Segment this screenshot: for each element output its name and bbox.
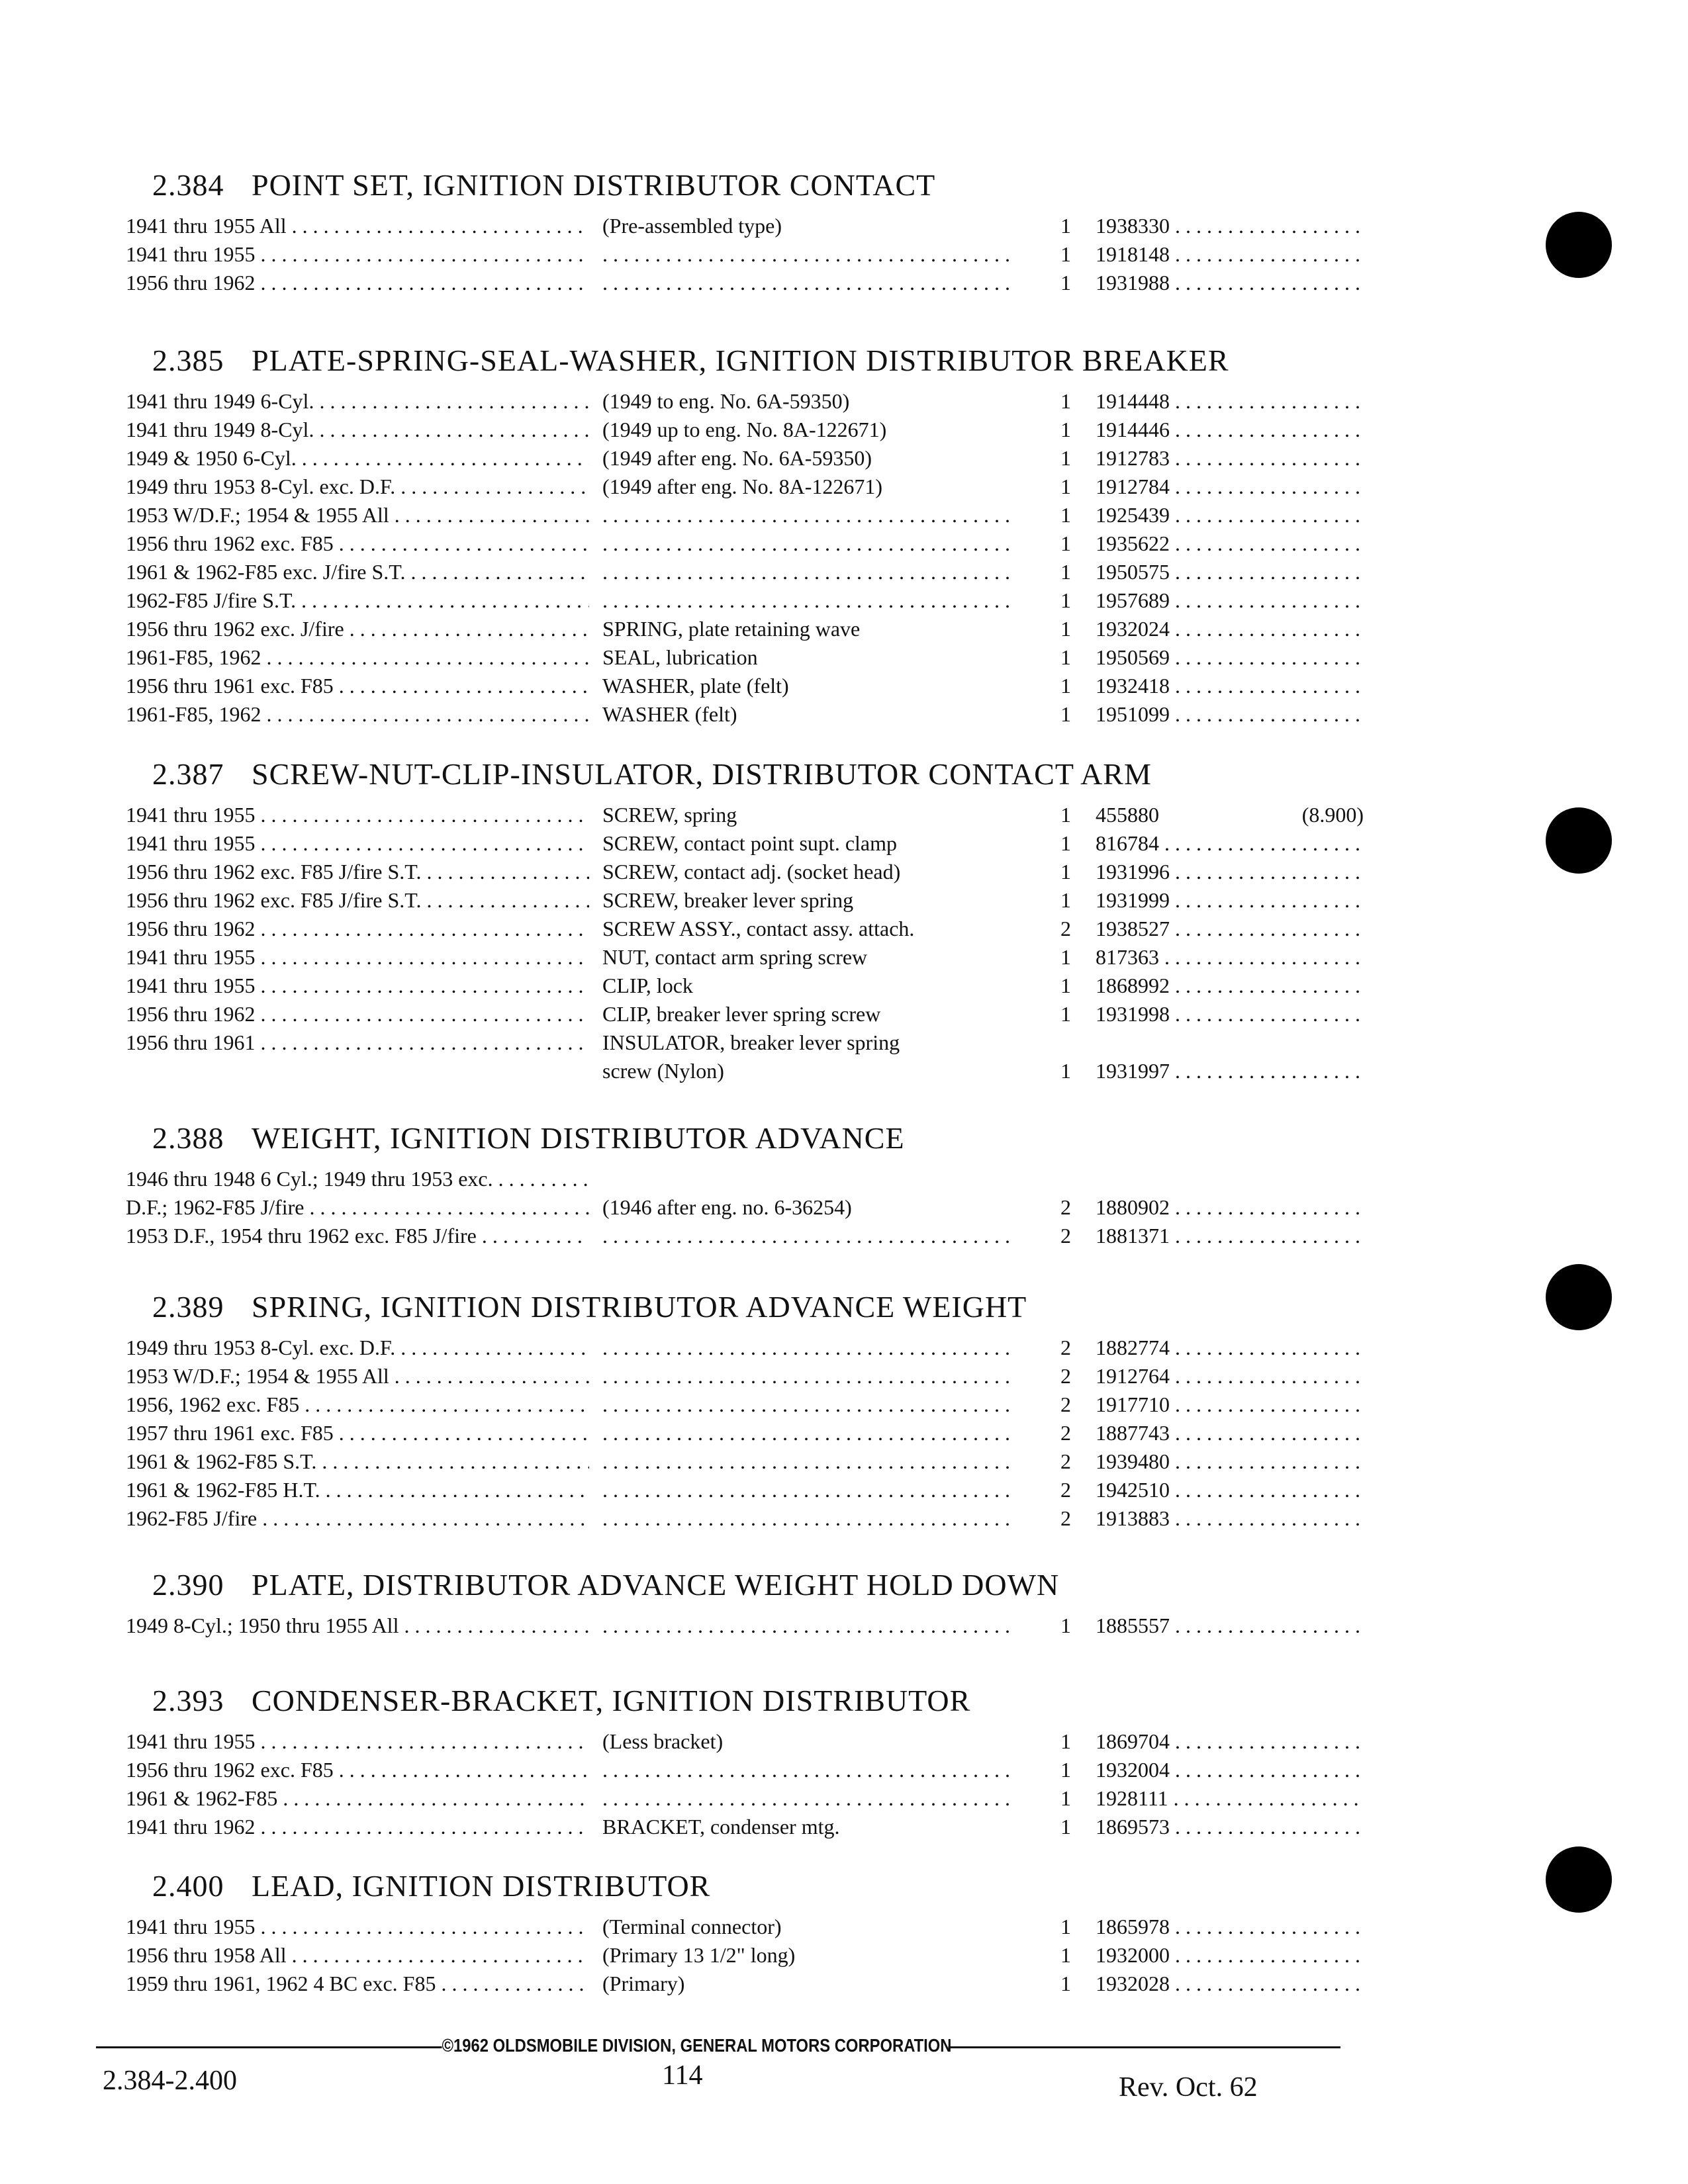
part-number-cell: 1938527 . . . [1096, 915, 1360, 943]
description-cell [602, 1419, 1013, 1447]
description-cell: (Less bracket) [602, 1729, 724, 1753]
quantity-cell: 1 [1060, 1059, 1071, 1083]
description-cell: (1949 after eng. No. 8A-122671) [602, 475, 882, 498]
part-number-cell: 1914448 . . . [1096, 387, 1360, 416]
quantity-cell: 1 [1060, 446, 1071, 470]
description-cell [602, 1784, 1013, 1813]
application-cell: 1949 & 1950 6-Cyl. . . . [126, 444, 589, 473]
description-cell [602, 1504, 1013, 1533]
section-number: 2.390 [152, 1568, 224, 1602]
parts-row [99, 586, 1357, 615]
footer-section-range: 2.384-2.400 [103, 2066, 237, 2096]
application-cell: 1941 thru 1955 . . . [126, 801, 589, 829]
quantity-cell: 2 [1060, 1195, 1071, 1219]
section-heading [99, 1565, 1357, 1605]
parts-row [99, 1419, 1357, 1447]
section-heading [99, 341, 1357, 381]
application-cell: 1949 thru 1953 8-Cyl. exc. D.F. . . . [126, 473, 589, 501]
quantity-cell: 2 [1060, 1336, 1071, 1359]
binder-hole-4 [1546, 1846, 1612, 1913]
description-cell: (1949 after eng. No. 6A-59350) [602, 446, 872, 470]
footer-revision: Rev. Oct. 62 [1119, 2072, 1258, 2103]
part-number-cell: 1931996 . . . [1096, 858, 1360, 886]
parts-row [99, 886, 1357, 915]
section-heading [99, 1287, 1357, 1327]
quantity-cell: 1 [1060, 503, 1071, 527]
binder-hole-3 [1546, 1264, 1612, 1330]
part-number-cell: 1932028 . . . [1096, 1970, 1360, 1998]
application-cell: 1962-F85 J/fire S.T. . . . [126, 586, 589, 615]
parts-row [99, 501, 1357, 529]
description-cell [602, 586, 1013, 615]
application-cell: 1941 thru 1955 . . . [126, 829, 589, 858]
application-cell: 1957 thru 1961 exc. F85 . . . [126, 1419, 589, 1447]
parts-row [99, 1390, 1357, 1419]
section-title: WEIGHT, IGNITION DISTRIBUTOR ADVANCE [252, 1121, 905, 1155]
application-cell: 1956 thru 1961 . . . [126, 1028, 589, 1057]
quantity-cell: 1 [1060, 389, 1071, 413]
application-cell: 1941 thru 1955 . . . [126, 972, 589, 1000]
part-number-cell: 1931999 . . . [1096, 886, 1360, 915]
parts-row [99, 1612, 1357, 1640]
application-cell: 1961 & 1962-F85 S.T. . . . [126, 1447, 589, 1476]
description-cell: (Pre-assembled type) [602, 214, 782, 238]
parts-row [99, 829, 1357, 858]
parts-row [99, 1000, 1357, 1028]
quantity-cell: 1 [1060, 974, 1071, 997]
part-number-cell: 1885557 . . . [1096, 1612, 1360, 1640]
section-number: 2.400 [152, 1869, 224, 1903]
part-number-cell: 817363 . . . [1096, 943, 1360, 972]
application-cell: 1962-F85 J/fire . . . [126, 1504, 589, 1533]
part-number-cell: 1939480 . . . [1096, 1447, 1360, 1476]
section-2-389 [99, 1287, 1357, 1533]
part-number-cell: 1865978 . . . [1096, 1913, 1360, 1941]
footer-copyright: ©1962 OLDSMOBILE DIVISION, GENERAL MOTORS CORPORATION [442, 2035, 952, 2056]
application-cell: 1961 & 1962-F85 . . . [126, 1784, 589, 1813]
parts-row [99, 1970, 1357, 1998]
part-number-cell: 1935622 . . . [1096, 529, 1360, 558]
application-cell: 1956, 1962 exc. F85 . . . [126, 1390, 589, 1419]
quantity-cell: 1 [1060, 1614, 1071, 1637]
parts-row [99, 240, 1357, 269]
part-number-cell: 1938330 . . . [1096, 212, 1360, 240]
description-cell [602, 558, 1013, 586]
description-cell: SCREW, contact adj. (socket head) [602, 860, 901, 884]
binder-hole-2 [1546, 807, 1612, 874]
description-cell [602, 1390, 1013, 1419]
part-number-cell: 1957689 . . . [1096, 586, 1360, 615]
quantity-cell: 1 [1060, 588, 1071, 612]
description-cell [602, 1612, 1013, 1640]
application-cell: 1961-F85, 1962 . . . [126, 700, 589, 729]
part-number-cell: 1932000 . . . [1096, 1941, 1360, 1970]
part-number-cell: 1869704 . . . [1096, 1727, 1360, 1756]
application-cell: 1941 thru 1955 . . . [126, 943, 589, 972]
section-heading [99, 754, 1357, 794]
parts-row [99, 1813, 1357, 1841]
footer-page-number: 114 [662, 2060, 703, 2091]
description-cell: SPRING, plate retaining wave [602, 617, 861, 641]
description-cell: BRACKET, condenser mtg. [602, 1815, 840, 1839]
part-number-cell: 1880902 . . . [1096, 1193, 1360, 1222]
part-number-cell: 816784 . . . [1096, 829, 1360, 858]
description-cell: WASHER (felt) [602, 702, 737, 726]
quantity-cell: 1 [1060, 888, 1071, 912]
quantity-cell: 2 [1060, 1449, 1071, 1473]
part-number-cell: 1950569 . . . [1096, 643, 1360, 672]
application-cell: 1949 thru 1953 8-Cyl. exc. D.F. . . . [126, 1334, 589, 1362]
parts-row [99, 615, 1357, 643]
application-cell: 1941 thru 1955 . . . [126, 1913, 589, 1941]
section-number: 2.385 [152, 343, 224, 377]
parts-row [99, 558, 1357, 586]
section-title: PLATE-SPRING-SEAL-WASHER, IGNITION DISTRIBUTOR BREAKER [252, 343, 1229, 377]
part-number-cell: 1932024 . . . [1096, 615, 1360, 643]
quantity-cell: 2 [1060, 1224, 1071, 1248]
description-cell: (Primary 13 1/2" long) [602, 1943, 796, 1967]
quantity-cell: 1 [1060, 617, 1071, 641]
application-cell: 1956 thru 1962 exc. F85 J/fire S.T. . . . [126, 858, 589, 886]
application-cell: 1941 thru 1955 . . . [126, 240, 589, 269]
quantity-cell: 1 [1060, 1915, 1071, 1938]
section-title: PLATE, DISTRIBUTOR ADVANCE WEIGHT HOLD DOWN [252, 1568, 1060, 1602]
section-2-388 [99, 1118, 1357, 1250]
application-cell: 1956 thru 1958 All . . . [126, 1941, 589, 1970]
description-cell [602, 1756, 1013, 1784]
application-cell: 1941 thru 1955 . . . [126, 1727, 589, 1756]
description-cell: (1946 after eng. no. 6-36254) [602, 1195, 852, 1219]
quantity-cell: 1 [1060, 645, 1071, 669]
parts-row [99, 943, 1357, 972]
section-title: LEAD, IGNITION DISTRIBUTOR [252, 1869, 711, 1903]
parts-row [99, 1028, 1357, 1057]
binder-hole-1 [1546, 212, 1612, 278]
parts-row [99, 444, 1357, 473]
description-cell [602, 1334, 1013, 1362]
section-number: 2.384 [152, 168, 224, 202]
quantity-cell: 2 [1060, 917, 1071, 940]
quantity-cell: 1 [1060, 271, 1071, 295]
description-cell [602, 269, 1013, 297]
section-heading [99, 165, 1357, 205]
quantity-cell: 1 [1060, 831, 1071, 855]
quantity-cell: 1 [1060, 1786, 1071, 1810]
parts-row [99, 1913, 1357, 1941]
application-cell: 1941 thru 1949 8-Cyl. . . . [126, 416, 589, 444]
parts-row [99, 1362, 1357, 1390]
parts-row [99, 416, 1357, 444]
description-cell [602, 501, 1013, 529]
application-cell: 1961 & 1962-F85 H.T. . . . [126, 1476, 589, 1504]
part-number-cell: 1887743 . . . [1096, 1419, 1360, 1447]
parts-row [99, 915, 1357, 943]
parts-row [99, 269, 1357, 297]
application-cell: 1953 W/D.F.; 1954 & 1955 All . . . [126, 1362, 589, 1390]
quantity-cell: 1 [1060, 214, 1071, 238]
parts-row [99, 672, 1357, 700]
parts-row [99, 529, 1357, 558]
quantity-cell: 1 [1060, 674, 1071, 698]
part-number-cell: 1942510 . . . [1096, 1476, 1360, 1504]
quantity-cell: 1 [1060, 702, 1071, 726]
description-cell: SCREW, contact point supt. clamp [602, 831, 897, 855]
description-cell [602, 1222, 1013, 1250]
part-number-cell: 1912783 . . . [1096, 444, 1360, 473]
section-heading [99, 1866, 1357, 1906]
application-cell: 1956 thru 1961 exc. F85 . . . [126, 672, 589, 700]
part-number-cell: 1932004 . . . [1096, 1756, 1360, 1784]
section-2-384 [99, 165, 1357, 297]
application-cell: 1956 thru 1962 . . . [126, 1000, 589, 1028]
parts-row [99, 387, 1357, 416]
application-cell: 1941 thru 1962 . . . [126, 1813, 589, 1841]
parts-row [99, 1165, 1357, 1193]
quantity-cell: 1 [1060, 945, 1071, 969]
application-cell: 1961 & 1962-F85 exc. J/fire S.T. . . . [126, 558, 589, 586]
description-cell: (1949 up to eng. No. 8A-122671) [602, 418, 887, 441]
parts-row [99, 1334, 1357, 1362]
section-2-390 [99, 1565, 1357, 1640]
application-cell: 1953 W/D.F.; 1954 & 1955 All . . . [126, 501, 589, 529]
parts-row [99, 972, 1357, 1000]
section-number: 2.393 [152, 1684, 224, 1717]
note-cell: (8.900) [1301, 803, 1364, 827]
parts-row [99, 1447, 1357, 1476]
description-cell: CLIP, breaker lever spring screw [602, 1002, 881, 1026]
part-number-cell: 1918148 . . . [1096, 240, 1360, 269]
part-number-cell: 1932418 . . . [1096, 672, 1360, 700]
section-2-385 [99, 341, 1357, 729]
part-number-cell: 1931998 . . . [1096, 1000, 1360, 1028]
part-number-cell: 1931997 . . . [1096, 1057, 1360, 1085]
parts-row [99, 1057, 1357, 1085]
section-heading [99, 1681, 1357, 1721]
description-cell: NUT, contact arm spring screw [602, 945, 868, 969]
part-number-cell: 1882774 . . . [1096, 1334, 1360, 1362]
parts-row [99, 1222, 1357, 1250]
part-number-cell: 1928111 . . . [1096, 1784, 1360, 1813]
application-cell: 1956 thru 1962 exc. F85 J/fire S.T. . . . [126, 886, 589, 915]
part-number-cell: 1912764 . . . [1096, 1362, 1360, 1390]
application-cell: 1956 thru 1962 exc. F85 . . . [126, 1756, 589, 1784]
quantity-cell: 1 [1060, 531, 1071, 555]
quantity-cell: 1 [1060, 1972, 1071, 1995]
application-cell: 1941 thru 1955 All . . . [126, 212, 589, 240]
parts-row [99, 700, 1357, 729]
part-number-cell: 1951099 . . . [1096, 700, 1360, 729]
application-cell: 1956 thru 1962 . . . [126, 915, 589, 943]
quantity-cell: 1 [1060, 803, 1071, 827]
application-cell: 1956 thru 1962 exc. J/fire . . . [126, 615, 589, 643]
quantity-cell: 2 [1060, 1478, 1071, 1502]
quantity-cell: 1 [1060, 1729, 1071, 1753]
part-number-cell: 1917710 . . . [1096, 1390, 1360, 1419]
description-cell [602, 529, 1013, 558]
quantity-cell: 1 [1060, 1815, 1071, 1839]
application-cell: 1953 D.F., 1954 thru 1962 exc. F85 J/fire . . . [126, 1222, 589, 1250]
quantity-cell: 2 [1060, 1421, 1071, 1445]
quantity-cell: 1 [1060, 1943, 1071, 1967]
quantity-cell: 2 [1060, 1392, 1071, 1416]
parts-row [99, 643, 1357, 672]
part-number-cell: 455880 [1096, 803, 1159, 827]
description-cell [602, 1476, 1013, 1504]
description-cell: screw (Nylon) [602, 1059, 724, 1083]
description-cell [602, 1447, 1013, 1476]
description-cell: (Primary) [602, 1972, 685, 1995]
part-number-cell: 1881371 . . . [1096, 1222, 1360, 1250]
part-number-cell: 1950575 . . . [1096, 558, 1360, 586]
part-number-cell: 1925439 . . . [1096, 501, 1360, 529]
application-cell: 1956 thru 1962 exc. F85 . . . [126, 529, 589, 558]
quantity-cell: 1 [1060, 418, 1071, 441]
quantity-cell: 2 [1060, 1506, 1071, 1530]
parts-row [99, 1784, 1357, 1813]
parts-row [99, 1193, 1357, 1222]
description-cell: WASHER, plate (felt) [602, 674, 789, 698]
section-2-400 [99, 1866, 1357, 1998]
description-cell: SCREW, breaker lever spring [602, 888, 854, 912]
section-title: POINT SET, IGNITION DISTRIBUTOR CONTACT [252, 168, 936, 202]
section-title: SCREW-NUT-CLIP-INSULATOR, DISTRIBUTOR CONTACT ARM [252, 757, 1152, 791]
section-title: CONDENSER-BRACKET, IGNITION DISTRIBUTOR [252, 1684, 971, 1717]
description-cell: SEAL, lubrication [602, 645, 758, 669]
part-number-cell: 1931988 . . . [1096, 269, 1360, 297]
parts-row [99, 1756, 1357, 1784]
application-cell: 1949 8-Cyl.; 1950 thru 1955 All . . . [126, 1612, 589, 1640]
parts-row [99, 1941, 1357, 1970]
parts-row [99, 1504, 1357, 1533]
parts-row [99, 212, 1357, 240]
part-number-cell: 1869573 . . . [1096, 1813, 1360, 1841]
quantity-cell: 2 [1060, 1364, 1071, 1388]
description-cell: SCREW ASSY., contact assy. attach. [602, 917, 915, 940]
description-cell: CLIP, lock [602, 974, 693, 997]
section-2-387 [99, 754, 1364, 1085]
section-heading [99, 1118, 1357, 1158]
quantity-cell: 1 [1060, 1758, 1071, 1782]
section-title: SPRING, IGNITION DISTRIBUTOR ADVANCE WEIGHT [252, 1290, 1027, 1324]
description-cell: SCREW, spring [602, 803, 737, 827]
parts-row [99, 1476, 1357, 1504]
part-number-cell: 1868992 . . . [1096, 972, 1360, 1000]
application-cell: D.F.; 1962-F85 J/fire . . . [126, 1193, 589, 1222]
quantity-cell: 1 [1060, 1002, 1071, 1026]
description-cell: INSULATOR, breaker lever spring [602, 1030, 900, 1054]
application-cell: 1959 thru 1961, 1962 4 BC exc. F85 . . . [126, 1970, 589, 1998]
description-cell: (Terminal connector) [602, 1915, 782, 1938]
application-cell: 1956 thru 1962 . . . [126, 269, 589, 297]
quantity-cell: 1 [1060, 242, 1071, 266]
parts-row [99, 858, 1357, 886]
part-number-cell: 1914446 . . . [1096, 416, 1360, 444]
description-cell [602, 240, 1013, 269]
part-number-cell: 1912784 . . . [1096, 473, 1360, 501]
section-number: 2.387 [152, 757, 224, 791]
quantity-cell: 1 [1060, 860, 1071, 884]
description-cell: (1949 to eng. No. 6A-59350) [602, 389, 850, 413]
parts-row [99, 1727, 1357, 1756]
application-cell: 1946 thru 1948 6 Cyl.; 1949 thru 1953 exc. . . . [126, 1165, 589, 1193]
parts-row [99, 801, 1364, 829]
parts-row [99, 473, 1357, 501]
section-number: 2.389 [152, 1290, 224, 1324]
quantity-cell: 1 [1060, 560, 1071, 584]
section-2-393 [99, 1681, 1357, 1841]
part-number-cell: 1913883 . . . [1096, 1504, 1360, 1533]
quantity-cell: 1 [1060, 475, 1071, 498]
application-cell: 1961-F85, 1962 . . . [126, 643, 589, 672]
application-cell: 1941 thru 1949 6-Cyl. . . . [126, 387, 589, 416]
description-cell [602, 1362, 1013, 1390]
section-number: 2.388 [152, 1121, 224, 1155]
